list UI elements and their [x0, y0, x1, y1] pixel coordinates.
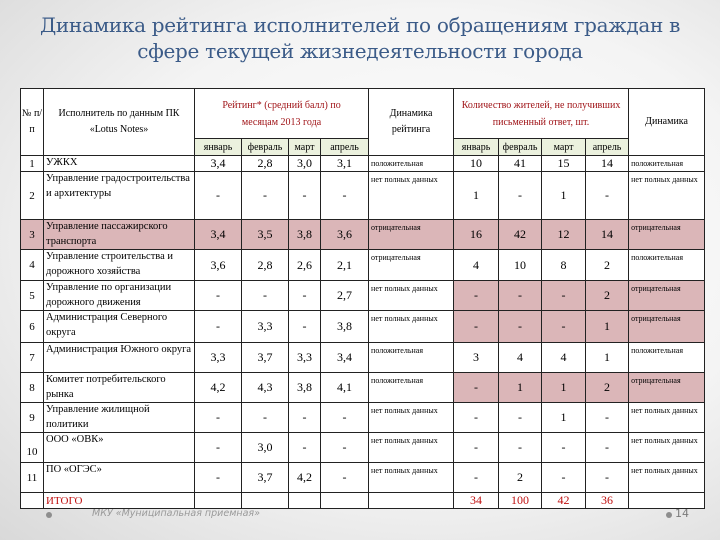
rating-dynamics: нет полных данных [369, 311, 454, 343]
rating-mar: - [289, 281, 321, 311]
rating-apr: 3,6 [321, 220, 369, 250]
row-performer: Управление пассажирского транспорта [44, 220, 195, 250]
rating-feb: 3,7 [242, 463, 289, 493]
residents-feb: - [499, 403, 542, 433]
rating-mar: 3,8 [289, 220, 321, 250]
rating-mar: 4,2 [289, 463, 321, 493]
residents-jan: - [454, 433, 499, 463]
residents-apr: 14 [586, 220, 629, 250]
residents-apr: 2 [586, 373, 629, 403]
rating-dynamics: положительная [369, 156, 454, 172]
residents-mar: 8 [542, 250, 586, 281]
footer-org: МКУ «Муниципальная приемная» [92, 508, 260, 519]
rating-apr: 2,1 [321, 250, 369, 281]
total-residents-dynamics [629, 493, 705, 509]
header-month-apr: апрель [321, 139, 369, 156]
rating-apr: - [321, 403, 369, 433]
residents-mar: 1 [542, 172, 586, 220]
residents-jan: 16 [454, 220, 499, 250]
table-row [21, 463, 705, 493]
row-num: 11 [21, 463, 44, 493]
residents-dynamics: отрицательная [629, 311, 705, 343]
residents-mar: 1 [542, 403, 586, 433]
row-num: 4 [21, 250, 44, 281]
residents-dynamics: положительная [629, 250, 705, 281]
rating-mar: - [289, 403, 321, 433]
table-row [21, 250, 705, 281]
header-month-apr-2: апрель [586, 139, 629, 156]
rating-feb: 2,8 [242, 250, 289, 281]
residents-dynamics: нет полных данных [629, 433, 705, 463]
total-rating-dynamics [369, 493, 454, 509]
residents-mar: - [542, 311, 586, 343]
rating-apr: 3,1 [321, 156, 369, 172]
rating-dynamics: нет полных данных [369, 463, 454, 493]
rating-jan: 3,6 [195, 250, 242, 281]
row-performer: УЖКХ [44, 156, 195, 172]
row-num: 2 [21, 172, 44, 220]
rating-jan: 3,4 [195, 156, 242, 172]
residents-dynamics: положительная [629, 343, 705, 373]
rating-dynamics: отрицательная [369, 220, 454, 250]
title-line-1: Динамика рейтинга исполнителей по обращениям граждан в [39, 13, 681, 37]
table-row [21, 281, 705, 311]
rating-mar: - [289, 311, 321, 343]
rating-table [20, 88, 705, 509]
rating-apr: 3,8 [321, 311, 369, 343]
residents-jan: 4 [454, 250, 499, 281]
rating-feb: 3,7 [242, 343, 289, 373]
residents-dynamics: положительная [629, 156, 705, 172]
row-num: 10 [21, 433, 44, 463]
rating-apr: - [321, 463, 369, 493]
header-month-mar-2: март [542, 139, 586, 156]
row-performer: ООО «ОВК» [44, 433, 195, 463]
table-row [21, 343, 705, 373]
total-rating-jan [195, 493, 242, 509]
table-row [21, 433, 705, 463]
rating-jan: - [195, 403, 242, 433]
residents-mar: 1 [542, 373, 586, 403]
total-residents-feb: 100 [499, 493, 542, 509]
table-row [21, 156, 705, 172]
residents-jan: 1 [454, 172, 499, 220]
rating-apr: 2,7 [321, 281, 369, 311]
rating-feb: 2,8 [242, 156, 289, 172]
residents-dynamics: отрицательная [629, 220, 705, 250]
total-rating-feb [242, 493, 289, 509]
title-line-2: сфере текущей жизнедеятельности города [137, 39, 583, 63]
residents-feb: 41 [499, 156, 542, 172]
table-row [21, 172, 705, 220]
residents-mar: - [542, 463, 586, 493]
rating-feb: - [242, 281, 289, 311]
page-title [0, 12, 720, 64]
total-rating-mar [289, 493, 321, 509]
header-rating-dynamics: Динамика рейтинга [369, 89, 454, 156]
rating-mar: - [289, 433, 321, 463]
total-residents-apr: 36 [586, 493, 629, 509]
residents-apr: 14 [586, 156, 629, 172]
residents-feb: - [499, 311, 542, 343]
table-row [21, 373, 705, 403]
residents-jan: - [454, 281, 499, 311]
residents-feb: - [499, 281, 542, 311]
row-performer: Управление строительства и дорожного хозяйства [44, 250, 195, 281]
rating-apr: - [321, 433, 369, 463]
residents-feb: 1 [499, 373, 542, 403]
residents-dynamics: нет полных данных [629, 463, 705, 493]
total-row [21, 493, 705, 509]
footer-bullet-icon [46, 512, 52, 518]
residents-dynamics: нет полных данных [629, 172, 705, 220]
row-num: 9 [21, 403, 44, 433]
rating-feb: - [242, 403, 289, 433]
rating-feb: - [242, 172, 289, 220]
row-num: 6 [21, 311, 44, 343]
header-rating-group: Рейтинг* (средний балл) по месяцам 2013 года [195, 89, 369, 139]
row-performer: Управление жилищной политики [44, 403, 195, 433]
rating-mar: - [289, 172, 321, 220]
rating-jan: 3,4 [195, 220, 242, 250]
rating-jan: - [195, 463, 242, 493]
header-month-jan-2: январь [454, 139, 499, 156]
residents-mar: 15 [542, 156, 586, 172]
residents-apr: - [586, 403, 629, 433]
residents-apr: 2 [586, 281, 629, 311]
residents-dynamics: отрицательная [629, 373, 705, 403]
rating-feb: 3,3 [242, 311, 289, 343]
residents-jan: 10 [454, 156, 499, 172]
rating-dynamics: нет полных данных [369, 403, 454, 433]
rating-jan: 4,2 [195, 373, 242, 403]
row-num: 7 [21, 343, 44, 373]
table-row [21, 403, 705, 433]
total-num [21, 493, 44, 509]
residents-jan: - [454, 403, 499, 433]
rating-mar: 3,0 [289, 156, 321, 172]
rating-mar: 3,8 [289, 373, 321, 403]
rating-feb: 4,3 [242, 373, 289, 403]
row-num: 5 [21, 281, 44, 311]
total-rating-apr [321, 493, 369, 509]
row-performer: Управление градостроительства и архитектуры [44, 172, 195, 220]
residents-feb: 10 [499, 250, 542, 281]
rating-apr: - [321, 172, 369, 220]
rating-mar: 3,3 [289, 343, 321, 373]
row-performer: ПО «ОГЭС» [44, 463, 195, 493]
row-performer: Комитет потребительского рынка [44, 373, 195, 403]
residents-mar: 12 [542, 220, 586, 250]
row-performer: Администрация Южного округа [44, 343, 195, 373]
residents-feb: 2 [499, 463, 542, 493]
page-number: 14 [675, 507, 689, 520]
header-month-mar: март [289, 139, 321, 156]
rating-feb: 3,0 [242, 433, 289, 463]
residents-feb: - [499, 433, 542, 463]
header-residents-group: Количество жителей, не получивших письменный ответ, шт. [454, 89, 629, 139]
row-performer: Управление по организации дорожного движения [44, 281, 195, 311]
residents-jan: 3 [454, 343, 499, 373]
residents-dynamics: нет полных данных [629, 403, 705, 433]
residents-apr: - [586, 172, 629, 220]
rating-dynamics: положительная [369, 373, 454, 403]
rating-jan: - [195, 172, 242, 220]
rating-jan: - [195, 281, 242, 311]
row-num: 8 [21, 373, 44, 403]
row-num: 1 [21, 156, 44, 172]
total-residents-mar: 42 [542, 493, 586, 509]
header-month-feb: февраль [242, 139, 289, 156]
residents-feb: 4 [499, 343, 542, 373]
residents-jan: - [454, 463, 499, 493]
residents-mar: - [542, 281, 586, 311]
rating-dynamics: отрицательная [369, 250, 454, 281]
rating-dynamics: положительная [369, 343, 454, 373]
residents-apr: 1 [586, 311, 629, 343]
rating-dynamics: нет полных данных [369, 172, 454, 220]
residents-dynamics: отрицательная [629, 281, 705, 311]
residents-apr: 1 [586, 343, 629, 373]
residents-apr: - [586, 433, 629, 463]
residents-feb: 42 [499, 220, 542, 250]
residents-apr: - [586, 463, 629, 493]
rating-jan: - [195, 311, 242, 343]
residents-apr: 2 [586, 250, 629, 281]
header-month-jan: январь [195, 139, 242, 156]
rating-dynamics: нет полных данных [369, 281, 454, 311]
header-num: № п/п [21, 89, 44, 156]
row-performer: Администрация Северного округа [44, 311, 195, 343]
header-performer: Исполнитель по данным ПК «Lotus Notes» [44, 89, 195, 156]
page-bullet-icon [666, 512, 672, 518]
header-month-feb-2: февраль [499, 139, 542, 156]
rating-feb: 3,5 [242, 220, 289, 250]
total-label: ИТОГО [44, 493, 195, 509]
rating-jan: 3,3 [195, 343, 242, 373]
residents-mar: - [542, 433, 586, 463]
rating-apr: 3,4 [321, 343, 369, 373]
rating-mar: 2,6 [289, 250, 321, 281]
residents-jan: - [454, 311, 499, 343]
residents-feb: - [499, 172, 542, 220]
rating-jan: - [195, 433, 242, 463]
row-num: 3 [21, 220, 44, 250]
rating-dynamics: нет полных данных [369, 433, 454, 463]
rating-apr: 4,1 [321, 373, 369, 403]
table-row [21, 220, 705, 250]
total-residents-jan: 34 [454, 493, 499, 509]
table-row [21, 311, 705, 343]
residents-jan: - [454, 373, 499, 403]
residents-mar: 4 [542, 343, 586, 373]
header-residents-dynamics: Динамика [629, 89, 705, 156]
